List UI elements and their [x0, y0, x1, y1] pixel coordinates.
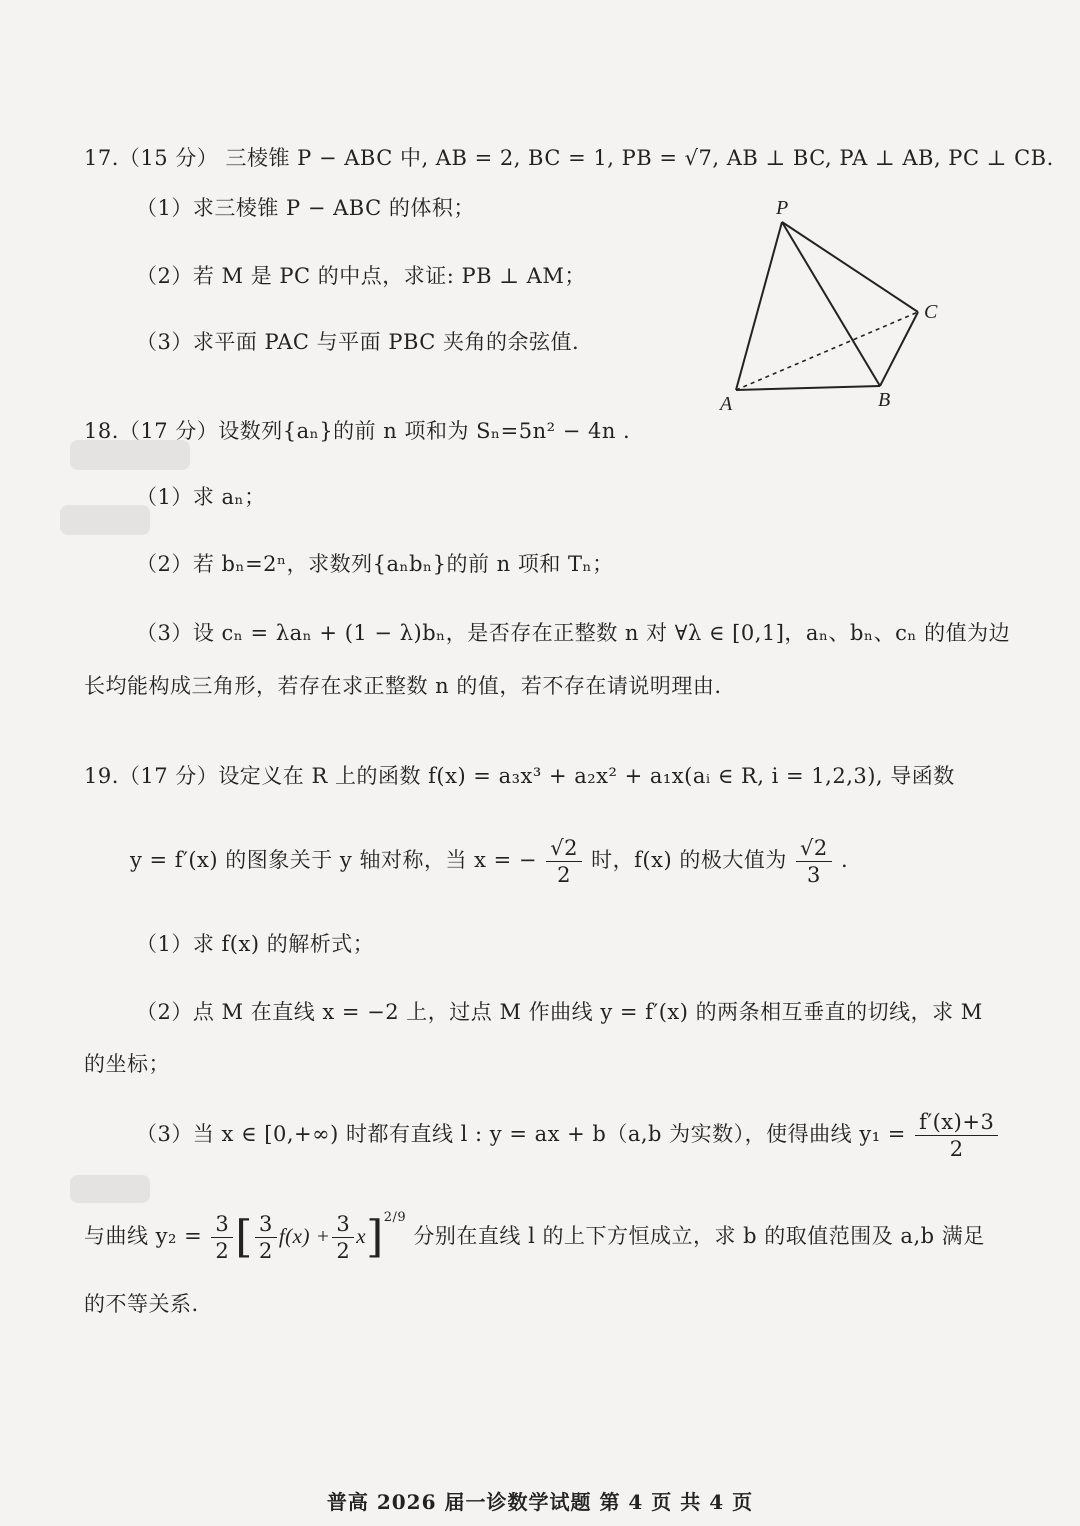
q19-part3-line3: 的不等关系.: [84, 1292, 199, 1316]
fraction-denominator: 3: [806, 863, 821, 887]
inner-expression-1: f(x) +: [278, 1224, 331, 1248]
edge-BC: [880, 312, 918, 386]
fraction-sqrt2-over-2: [546, 835, 582, 888]
q19-header: 19.（17 分）设定义在 R 上的函数 f(x) = a₃x³ + a₂x² + a₁x(aᵢ ∈ R, i = 1,2,3), 导函数: [84, 764, 955, 788]
fraction-numerator: √2: [796, 835, 832, 862]
label-P: P: [776, 197, 789, 219]
q17-part2: （2）若 M 是 PC 的中点，求证: PB ⊥ AM；: [136, 264, 586, 288]
q18-part2: （2）若 bₙ=2ⁿ，求数列{aₙbₙ}的前 n 项和 Tₙ；: [136, 552, 614, 576]
q19-line2-end: .: [840, 848, 849, 872]
label-A: A: [720, 393, 733, 415]
fraction-denominator: 2: [949, 1137, 964, 1161]
q19-line2-mid: 时，f(x) 的极大值为: [591, 848, 787, 872]
q17-part3: （3）求平面 PAC 与平面 PBC 夹角的余弦值.: [136, 330, 580, 354]
fraction-sqrt2-over-3: [796, 835, 832, 888]
edge-PB: [782, 222, 880, 386]
fraction-numerator: 3: [211, 1211, 233, 1238]
bracket-open: [: [235, 1211, 253, 1263]
fraction-numerator: f′(x)+3: [915, 1109, 998, 1136]
fraction-numerator: √2: [546, 835, 582, 862]
q19-part2-line1: （2）点 M 在直线 x = −2 上，过点 M 作曲线 y = f′(x) 的两条相互垂直的切线，求 M: [136, 1000, 983, 1024]
q19-line2: [130, 830, 848, 890]
fraction-fprime-plus-3-over-2: [915, 1109, 998, 1162]
edge-AB: [736, 386, 880, 390]
fraction-denominator: 2: [258, 1239, 273, 1263]
q19-part1: （1）求 f(x) 的解析式；: [136, 932, 375, 956]
fraction-3-over-2: [255, 1211, 277, 1264]
fraction-3-over-2: [332, 1211, 354, 1264]
fraction-numerator: 3: [332, 1211, 354, 1238]
q19-part3-line2: [84, 1206, 985, 1270]
edge-PA: [736, 222, 782, 390]
q19-part3-line2-pre: 与曲线 y₂ =: [84, 1224, 203, 1248]
fraction-denominator: 2: [557, 863, 572, 887]
q19-part3-line1-pre: （3）当 x ∈ [0,+∞) 时都有直线 l : y = ax + b（a,b 为实数），使得曲线 y₁ =: [136, 1122, 906, 1146]
q19-part3-line1: [136, 1104, 1000, 1164]
fraction-denominator: 2: [336, 1239, 351, 1263]
bracket-close: ]: [366, 1211, 384, 1263]
label-B: B: [878, 389, 891, 411]
inner-expression-2: x: [356, 1224, 367, 1248]
label-C: C: [924, 301, 938, 323]
q18-part1: （1）求 aₙ；: [136, 485, 266, 509]
q18-part3-line2: 长均能构成三角形，若存在求正整数 n 的值，若不存在请说明理由.: [84, 674, 722, 698]
q17-header: 17.（15 分） 三棱锥 P − ABC 中, AB = 2, BC = 1, PB = √7, AB ⊥ BC, PA ⊥ AB, PC ⊥ CB.: [84, 146, 1054, 170]
edge-AC-hidden: [736, 312, 918, 390]
scan-smudge: [70, 1175, 150, 1203]
page-footer: 普高 2026 届一诊数学试题 第 4 页 共 4 页: [326, 1490, 754, 1514]
fraction-numerator: 3: [255, 1211, 277, 1238]
pyramid-figure: [712, 192, 972, 422]
fraction-3-over-2: [211, 1211, 233, 1264]
exponent: 2/9: [383, 1210, 407, 1225]
edge-PC: [782, 222, 918, 312]
q17-part1: （1）求三棱锥 P − ABC 的体积；: [136, 196, 475, 220]
fraction-denominator: 2: [215, 1239, 230, 1263]
q19-part2-line2: 的坐标；: [84, 1052, 170, 1076]
q18-part3-line1: （3）设 cₙ = λaₙ + (1 − λ)bₙ，是否存在正整数 n 对 ∀λ ∈ [0,1]，aₙ、bₙ、cₙ 的值为边: [136, 621, 1011, 645]
q18-header: 18.（17 分）设数列{aₙ}的前 n 项和为 Sₙ=5n² − 4n .: [84, 419, 631, 443]
q19-part3-line2-post: 分别在直线 l 的上下方恒成立，求 b 的取值范围及 a,b 满足: [413, 1224, 985, 1248]
q19-line2-pre: y = f′(x) 的图象关于 y 轴对称，当 x = −: [130, 848, 538, 872]
